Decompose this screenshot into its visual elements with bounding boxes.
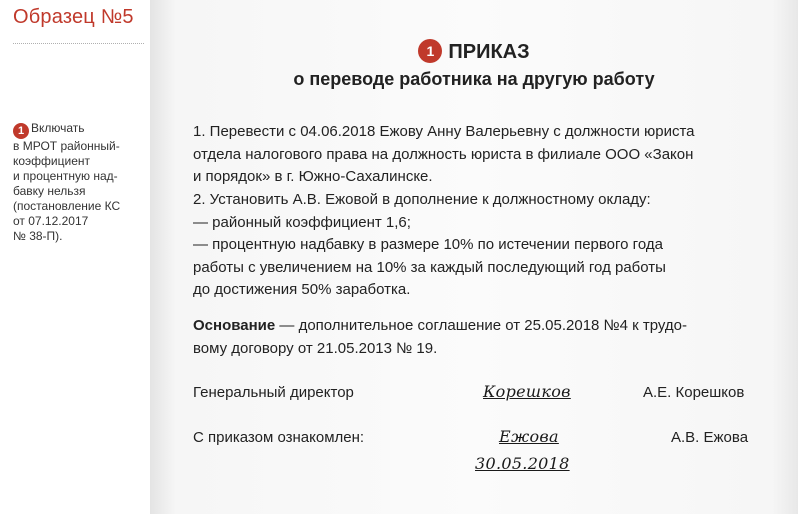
text-line: отдела налогового права на должность юриста в филиале ООО «Закон xyxy=(193,145,694,163)
text-line: и порядок» в г. Южно-Сахалинске. xyxy=(193,168,433,185)
document-subtitle: о переводе работника на другую работу xyxy=(293,69,655,89)
footnote-line: Включать xyxy=(31,121,85,135)
acquainted-label: С приказом ознакомлен: xyxy=(193,429,365,446)
footnote-line: коэффициент xyxy=(13,154,91,168)
text-line: до достижения 50% заработка. xyxy=(193,281,411,298)
director-signature: Корешков xyxy=(483,382,571,401)
basis-text: — дополнительное соглашение от 25.05.2018 №4 к трудо- xyxy=(275,317,688,334)
sample-title: Образец №5 xyxy=(13,6,134,28)
paragraph-basis xyxy=(193,315,773,360)
text-line xyxy=(193,315,773,338)
title-badge: 1 xyxy=(418,39,442,63)
basis-label: Основание xyxy=(193,317,276,334)
text-line: работы с увеличением на 10% за каждый последующий год работы xyxy=(193,258,666,276)
text-line: вому договору от 21.05.2013 № 19. xyxy=(193,339,438,357)
director-label: Генеральный директор xyxy=(193,384,354,401)
order-document xyxy=(150,0,798,514)
footnote-line: (постановление КС xyxy=(13,199,121,213)
director-name: А.Е. Корешков xyxy=(643,384,745,401)
sidebar xyxy=(0,0,150,514)
paragraph-allowances xyxy=(193,189,773,302)
employee-sign-date: 30.05.2018 xyxy=(475,454,570,473)
title-text: ПРИКАЗ xyxy=(448,41,530,63)
footnote-line: и процентную над- xyxy=(13,169,118,183)
footnote-line: бавку нельзя xyxy=(13,184,86,198)
text-line: — процентную надбавку в размере 10% по истечении первого года xyxy=(193,236,663,253)
footnote xyxy=(13,121,145,244)
footnote-line: от 07.12.2017 xyxy=(13,214,89,228)
document-title xyxy=(150,39,798,64)
footnote-badge: 1 xyxy=(13,123,29,139)
footnote-line: № 38-П). xyxy=(13,229,63,243)
employee-signature: Ежова xyxy=(499,427,559,446)
text-line: 1. Перевести с 04.06.2018 Ежову Анну Валерьевну с должности юриста xyxy=(193,123,695,140)
footnote-line: в МРОТ районный- xyxy=(13,139,120,153)
paragraph-transfer xyxy=(193,121,773,189)
text-line: 2. Установить А.В. Ежовой в дополнение к должностному окладу: xyxy=(193,191,651,208)
employee-name: А.В. Ежова xyxy=(671,429,749,446)
sample-divider xyxy=(13,43,144,44)
text-line: — районный коэффициент 1,6; xyxy=(193,213,411,231)
